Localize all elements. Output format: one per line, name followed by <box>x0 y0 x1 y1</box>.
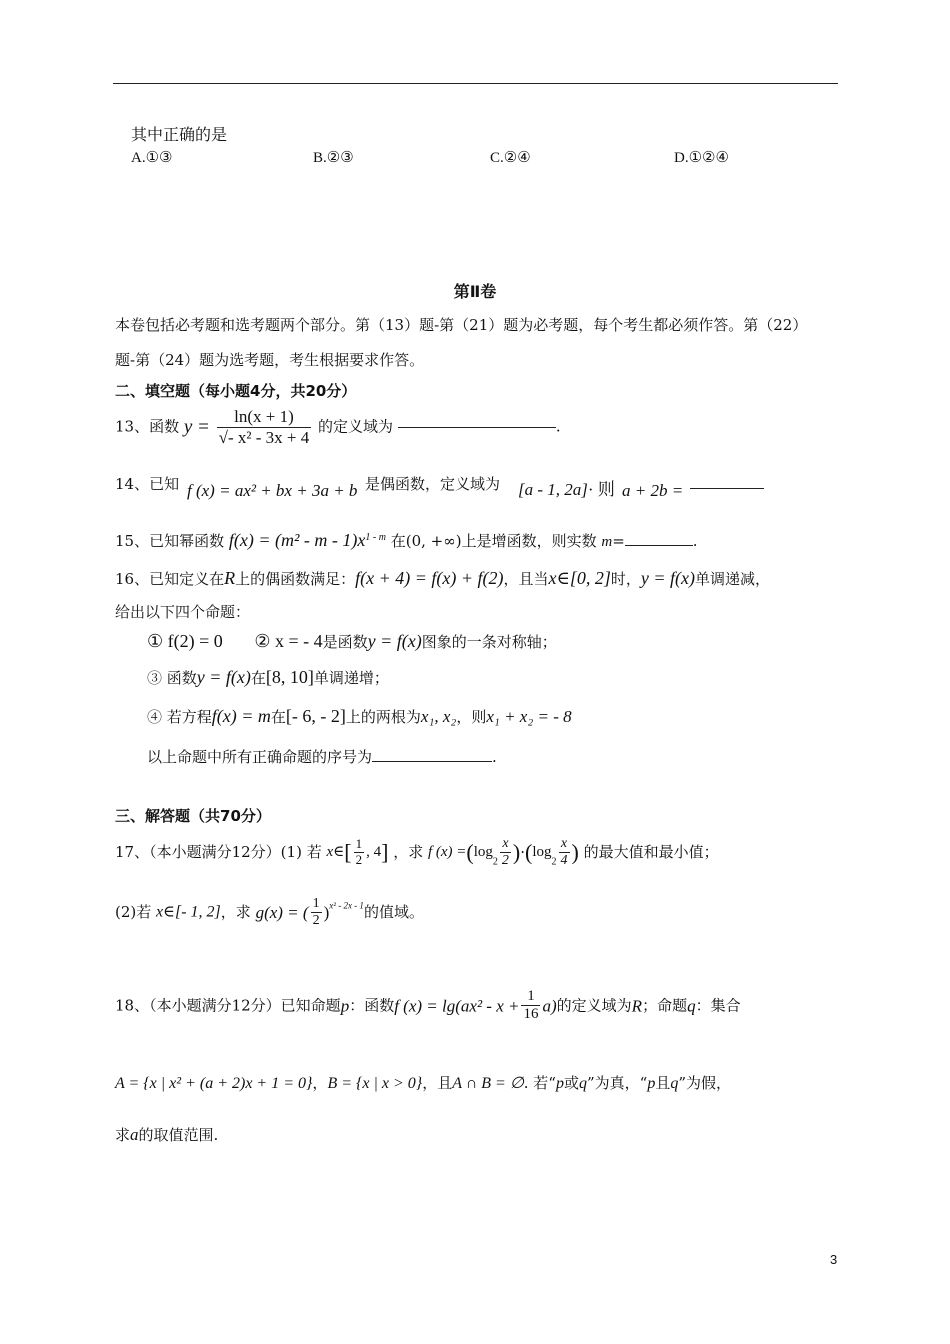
q18-colon1: ：函数 <box>349 996 395 1015</box>
q17-p2-mid: ，求 <box>220 903 251 922</box>
q17-end: 的最大值和最小值； <box>583 843 719 862</box>
q17-cond-tail: , 4 <box>366 844 382 861</box>
q16-p2c: y = f(x) <box>367 631 422 651</box>
q12-option-b: B.②③ <box>313 150 354 166</box>
q18-num: 1 <box>521 988 540 1006</box>
q17-p2-den: 2 <box>312 913 320 929</box>
q16-end: 单调递减， <box>694 570 770 588</box>
q18-line3b: 的取值范围. <box>138 1126 219 1144</box>
q18-p-and: p <box>647 1075 656 1092</box>
q17-line2 <box>115 896 424 929</box>
q17-l1den: 2 <box>501 853 509 869</box>
q18-den: 16 <box>523 1006 539 1023</box>
q17-log2-base: 2 <box>551 856 557 868</box>
q13-answer-blank[interactable] <box>398 427 556 428</box>
q15 <box>115 530 698 551</box>
q18-mid2: ；命题 <box>642 996 688 1015</box>
q14-mid: 是偶函数，定义域为 <box>365 475 501 493</box>
q16-mid2: ，且当 <box>503 570 549 588</box>
q18-line1 <box>115 988 741 1024</box>
q16-mid3: 时， <box>610 570 641 588</box>
q14-answer-blank[interactable] <box>690 488 764 489</box>
part2-intro-line2: 题-第（24）题为选考题，考生根据要求作答。 <box>115 351 425 369</box>
q14-ask: a + 2b = <box>622 481 684 500</box>
q16-p1: ① f(2) = 0 <box>147 631 223 651</box>
q18-and-word: 且 <box>655 1074 671 1092</box>
q18-colon2: ：集合 <box>695 996 741 1015</box>
q16-p2a: ② x = - 4 <box>254 631 323 651</box>
q16-p3b: y = f(x) <box>196 667 251 687</box>
q18-if: . 若“ <box>523 1074 556 1092</box>
q15-mid: 在(0, +∞)上是增函数，则实数 <box>390 532 597 550</box>
q17-log1: log <box>473 844 493 861</box>
part2-title: 第Ⅱ卷 <box>453 282 497 301</box>
q16-R: R <box>224 568 236 588</box>
q14-prefix: 14、已知 <box>115 475 180 493</box>
q15-exp: 1 - m <box>365 532 386 543</box>
q14 <box>115 473 179 494</box>
q16-eq: f(x + 4) = f(x) + f(2) <box>355 568 504 588</box>
q16-p3e: 单调递增； <box>313 669 389 687</box>
q17-f: f (x) = <box>427 844 467 861</box>
q16-answer-blank[interactable] <box>372 761 492 762</box>
q17-l1num: x <box>500 836 511 853</box>
q16-p4a: ④ 若方程 <box>147 708 212 726</box>
q18-q-and: q <box>670 1075 679 1092</box>
q18-true: ”为真，“ <box>587 1074 648 1092</box>
q17-p2-end: 的值域。 <box>363 903 424 922</box>
q16-p4h: x₁ + x₂ = - 8 <box>486 707 572 726</box>
q17-mid: ，求 <box>393 843 424 862</box>
section2-heading: 二、填空题（每小题4分，共20分） <box>115 382 357 400</box>
q16-p4f: x₁, x₂ <box>420 707 457 726</box>
q14-domain-text: [a - 1, 2a] <box>518 480 588 499</box>
q16-prefix: 16、已知定义在 <box>115 570 225 588</box>
q17-p2-prefix: (2)若 <box>115 903 152 922</box>
q17-p2-close: ) <box>323 903 330 923</box>
q16-props-line3 <box>147 706 572 727</box>
q12-prompt: 其中正确的是 <box>131 125 228 144</box>
q18-line3a: 求 <box>115 1126 131 1144</box>
q18-B: B = {x | x > 0} <box>327 1075 423 1092</box>
q15-eq: = <box>612 532 625 550</box>
q18-p-or: p <box>555 1075 564 1092</box>
q16-line1 <box>115 568 770 589</box>
q18-false: ”为假， <box>678 1074 732 1092</box>
q15-answer-blank[interactable] <box>625 545 693 546</box>
q18-R: R <box>631 996 643 1016</box>
q13-lhs: y = <box>183 416 210 438</box>
q18-q: q <box>687 996 696 1016</box>
q14-expr: f (x) = ax² + bx + 3a + b <box>187 481 358 500</box>
q18-q-or: q <box>579 1075 587 1092</box>
page-number: 3 <box>830 1252 838 1267</box>
q15-end: . <box>692 532 698 550</box>
q16-end2: . <box>492 748 497 766</box>
q15-prefix: 15、已知幂函数 <box>115 532 225 550</box>
q18-line2 <box>115 1072 731 1093</box>
q13-suffix: 的定义域为 <box>318 417 394 436</box>
q16-mid1: 上的偶函数满足： <box>235 570 356 588</box>
q16-p4g: ，则 <box>456 708 487 726</box>
q16-fn: y = f(x) <box>640 568 695 588</box>
q13-numerator: ln(x + 1) <box>217 407 312 428</box>
q18-or: 或 <box>563 1074 579 1092</box>
q16-p4c: 在 <box>270 708 286 726</box>
q18-mid: 的定义域为 <box>556 996 632 1015</box>
q18-prefix: 18、（本小题满分12分）已知命题 <box>115 996 341 1015</box>
q18-A: A = {x | x² + (a + 2)x + 1 = 0} <box>115 1075 313 1092</box>
q16-p4b: f(x) = m <box>211 706 271 726</box>
q13-fraction <box>217 407 312 447</box>
q16-p4e: 上的两根为 <box>345 708 421 726</box>
q16-cond: x∈[0, 2] <box>548 568 611 588</box>
q12-option-c: C.②④ <box>490 150 531 166</box>
q18-frac <box>521 988 540 1024</box>
q13-denominator: √- x² - 3x + 4 <box>218 427 310 447</box>
q17-l2num: x <box>559 836 570 853</box>
q18-f: f (x) = lg(ax² - x + <box>394 996 520 1016</box>
q14-domain <box>518 475 615 500</box>
q16-p3d: [8, 10] <box>265 667 314 687</box>
q16-p2d: 图象的一条对称轴； <box>421 633 557 651</box>
q17-l2den: 4 <box>560 853 568 869</box>
q18-p: p <box>340 996 350 1016</box>
q18-f-end: a) <box>542 996 557 1016</box>
q18-comma: ， <box>312 1074 328 1092</box>
q15-expr: f(x) = (m² - m - 1)x <box>228 530 366 550</box>
q18-line3 <box>115 1124 218 1145</box>
q18-cap: A ∩ B = ∅ <box>452 1075 524 1092</box>
q16-ask-text: 以上命题中所有正确命题的序号为 <box>147 748 373 766</box>
q13-prefix: 13、函数 <box>115 417 180 436</box>
q17-p2-cond: x∈[- 1, 2] <box>156 903 221 921</box>
q16-ask <box>147 746 497 767</box>
q16-line2: 给出以下四个命题： <box>115 603 251 621</box>
q14-tail: · 则 <box>587 480 615 499</box>
q18-and: ，且 <box>422 1074 453 1092</box>
q17-log1-base: 2 <box>492 856 498 868</box>
section3-heading: 三、解答题（共70分） <box>115 807 271 825</box>
q17-p2-frac <box>311 896 322 929</box>
q17-cond-num: 1 <box>355 836 363 852</box>
q16-p2b: 是函数 <box>322 633 368 651</box>
q16-p3a: ③ 函数 <box>147 669 197 687</box>
q17-log2: log <box>532 844 552 861</box>
q17-dot: · <box>520 843 526 862</box>
header-rule <box>113 83 838 84</box>
q17-cond-den: 2 <box>355 852 363 868</box>
q17-p2-num: 1 <box>311 896 322 913</box>
q17-p2-g: g(x) = ( <box>255 903 309 923</box>
q17-cond-frac <box>354 837 365 868</box>
q17-log2-frac <box>559 836 570 869</box>
q16-props-line1 <box>147 631 557 652</box>
q13: 13、函数 y = $\frac{\ln(x + 1)}{\text{√- x² - 3x + 4}}$ 的定义域为 . <box>115 407 561 447</box>
q15-var: m <box>601 534 613 550</box>
q17-prefix: 17、（本小题满分12分）(1) 若 <box>115 843 322 862</box>
q17-line1: 17、（本小题满分12分）(1) 若 x∈[ $\frac{1}{2}$ , 4] ，求 f $(x) =(\log_2$ $\frac{x}{2}$ )$\cdot(\log_2$ $\frac{x}{4}$ ) 的最大值和最小值； <box>115 836 719 869</box>
q16-p4d: [- 6, - 2] <box>285 706 346 726</box>
q17-p2-exp: x² - 2x - 1 <box>329 900 364 911</box>
q17-cond-var: x∈ <box>326 844 345 861</box>
q17-log1-frac <box>500 836 511 869</box>
q12-option-d: D.①②④ <box>674 150 729 166</box>
q18-a: a <box>130 1125 139 1144</box>
part2-intro-line1: 本卷包括必考题和选考题两个部分。第（13）题-第（21）题为必考题，每个考生都必须作答。第（22） <box>115 316 808 334</box>
q12-option-a: A.①③ <box>131 150 173 166</box>
q16-p3c: 在 <box>250 669 266 687</box>
q16-props-line2 <box>147 667 389 688</box>
